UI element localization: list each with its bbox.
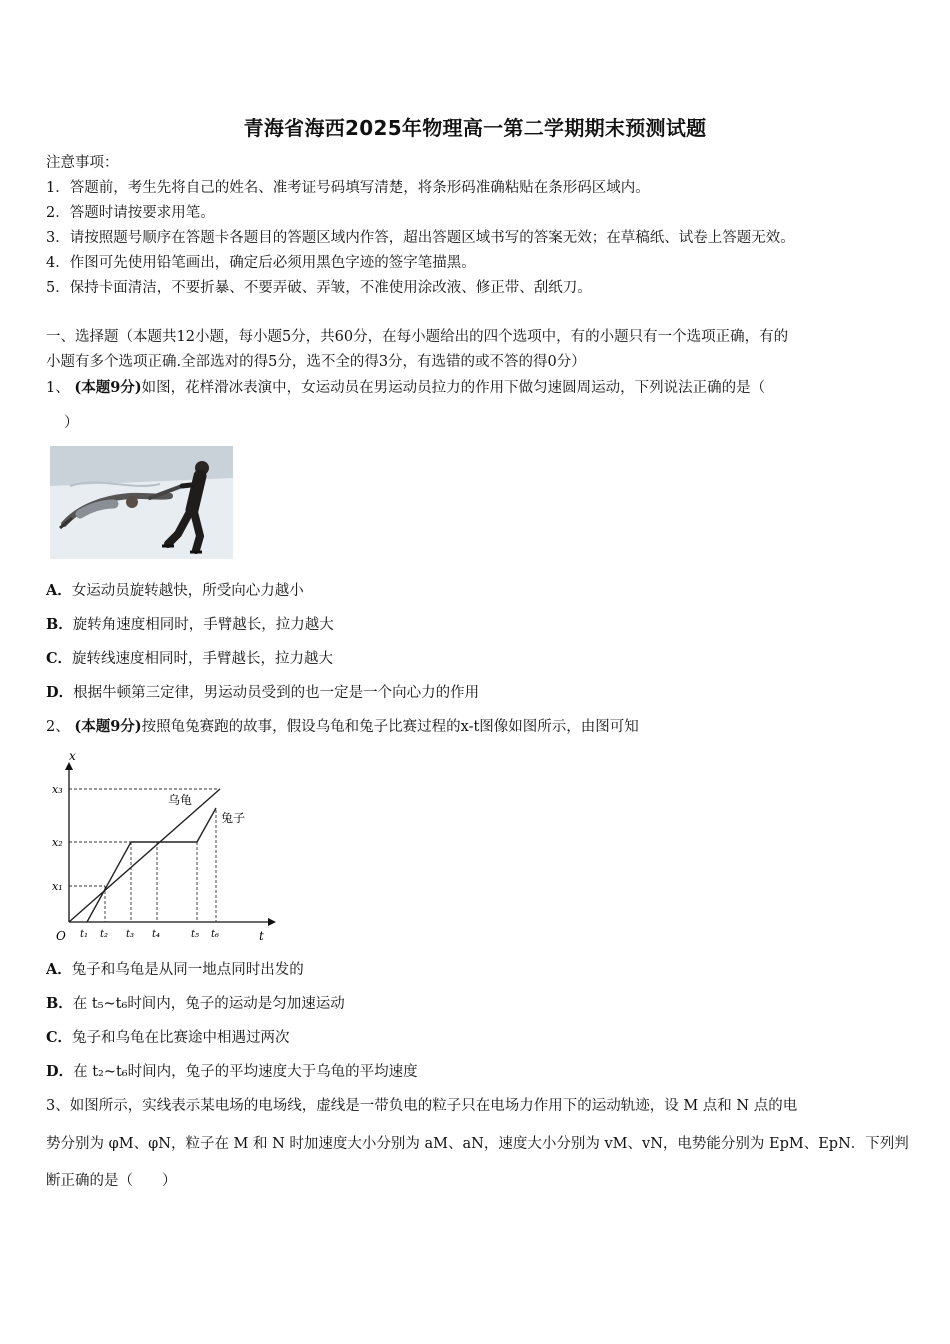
question-text: 按照龟兔赛跑的故事，假设乌龟和兔子比赛过程的x-t图像如图所示，由图可知 (141, 719, 639, 735)
option-letter: B． (46, 616, 73, 633)
option-letter: C． (46, 1029, 73, 1046)
option-b (46, 615, 334, 635)
turtle-label: 乌龟 (168, 793, 193, 807)
notice-item: 4．作图可先使用铅笔画出，确定后必须用黑色字迹的签字笔描黑。 (46, 255, 476, 271)
option-letter: A． (46, 961, 72, 978)
option-letter: D． (46, 1063, 74, 1080)
question-3-line: 断正确的是（ ） (46, 1173, 177, 1189)
question-number: 2、 (46, 719, 70, 735)
option-letter: B． (46, 995, 73, 1012)
notice-item: 5．保持卡面清洁，不要折暴、不要弄破、弄皱，不准使用涂改液、修正带、刮纸刀。 (46, 280, 592, 296)
option-d (46, 683, 479, 703)
notice-item: 1．答题前，考生先将自己的姓名、准考证号码填写清楚，将条形码准确粘贴在条形码区域内。 (46, 180, 650, 196)
notice-item: 2．答题时请按要求用笔。 (46, 205, 215, 221)
x-tick: t₆ (211, 929, 220, 940)
option-text: 根据牛顿第三定律，男运动员受到的也一定是一个向心力的作用 (73, 685, 480, 701)
xt-graph (44, 750, 284, 950)
question-number: 1、 (46, 380, 70, 396)
option-text: 在 (72, 996, 92, 1012)
y-tick: x₂ (52, 836, 63, 849)
option-letter: A． (46, 582, 72, 599)
question-2-stem (46, 717, 639, 737)
x-tick: t₃ (126, 929, 135, 940)
notice-heading: 注意事项： (46, 155, 119, 171)
question-3-line: 3、如图所示，实线表示某电场的电场线，虚线是一带负电的粒子只在电场力作用下的运动轨迹，设 M 点和 N 点的电 (46, 1098, 798, 1114)
option-c (46, 1028, 290, 1048)
question-tag: (本题9分) (74, 379, 142, 396)
option-text: 兔子和乌龟是从同一地点同时出发的 (71, 962, 304, 978)
section-heading: 一、选择题（本题共12小题，每小题5分，共60分，在每小题给出的四个选项中，有的小题只有一个选项正确，有的 (46, 329, 789, 345)
option-b (46, 994, 345, 1014)
section-heading-cont: 小题有多个选项正确.全部选对的得5分，选不全的得3分，有选错的或不答的得0分） (46, 354, 586, 370)
origin-label: O (56, 929, 66, 943)
option-d (46, 1062, 418, 1082)
option-text: 旋转角速度相同时，手臂越长，拉力越大 (72, 617, 334, 633)
option-text: 在 (73, 1064, 93, 1080)
option-text: 女运动员旋转越快，所受向心力越小 (71, 583, 304, 599)
option-a (46, 960, 304, 980)
option-letter: C． (46, 650, 73, 667)
page-title: 青海省海西2025年物理高一第二学期期末预测试题 (243, 116, 707, 140)
rabbit-label: 兔子 (221, 811, 246, 825)
option-text: 时间内，兔子的平均速度大于乌龟的平均速度 (127, 1064, 418, 1080)
notice-item: 3．请按照题号顺序在答题卡各题目的答题区域内作答，超出答题区域书写的答案无效；在草稿纸、试卷上答题无效。 (46, 230, 795, 246)
x-axis-label: t (259, 929, 264, 943)
y-tick: x₁ (52, 880, 63, 893)
question-3-line: 势分别为 φM、φN，粒子在 M 和 N 时加速度大小分别为 aM、aN，速度大小分别为 vM、vN，电势能分别为 EpM、EpN．下列判 (46, 1136, 909, 1152)
question-text: 如图，花样滑冰表演中，女运动员在男运动员拉力的作用下做匀速圆周运动，下列说法正确的是（ (141, 380, 766, 396)
y-axis-label: x (69, 750, 76, 763)
option-c (46, 649, 333, 669)
option-text: 时间内，兔子的运动是匀加速运动 (127, 996, 345, 1012)
option-text: 旋转线速度相同时，手臂越长，拉力越大 (72, 651, 334, 667)
question-1-stem (46, 378, 765, 398)
option-var: t₅~t₆ (91, 996, 128, 1012)
option-text: 兔子和乌龟在比赛途中相遇过两次 (72, 1030, 290, 1046)
option-letter: D． (46, 684, 74, 701)
question-tag: (本题9分) (74, 718, 142, 735)
figure-skating-photo (50, 446, 233, 559)
x-tick: t₂ (100, 929, 109, 940)
x-tick: t₁ (80, 929, 89, 940)
x-tick: t₄ (152, 929, 161, 940)
question-1-stem-end: ） (64, 415, 79, 431)
option-var: t₂~t₆ (92, 1064, 128, 1080)
x-tick: t₅ (191, 929, 200, 940)
option-a (46, 581, 304, 601)
y-tick: x₃ (52, 783, 63, 796)
